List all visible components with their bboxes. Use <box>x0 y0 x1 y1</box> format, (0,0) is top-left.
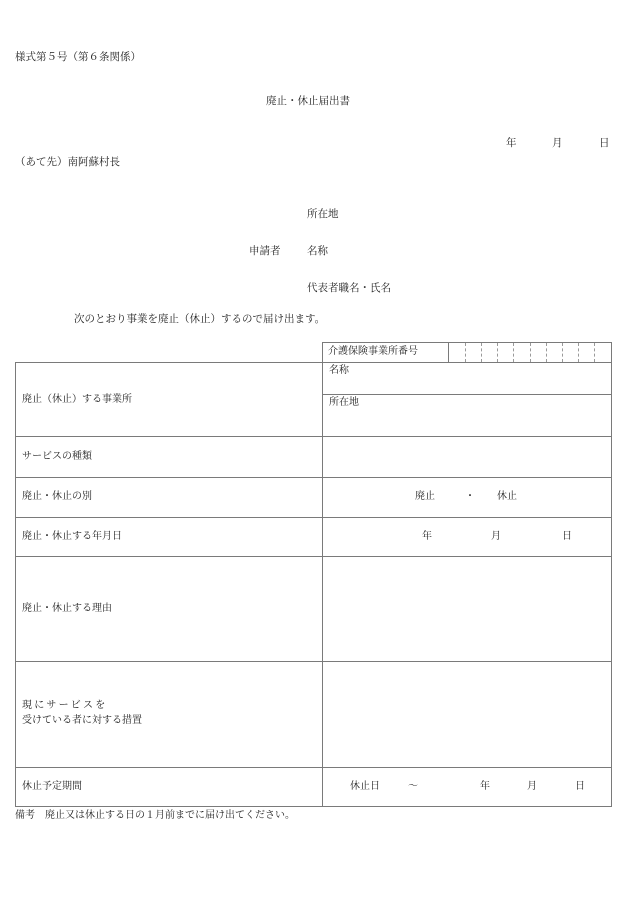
suspension-start-label: 休止日 <box>350 781 380 792</box>
office-number-label: 介護保険事業所番号 <box>328 346 418 357</box>
abolish-date-day: 日 <box>562 531 572 542</box>
date-year: 年 <box>506 137 517 149</box>
office-label: 廃止（休止）する事業所 <box>22 394 132 405</box>
applicant-label: 申請者 <box>249 245 281 257</box>
suspension-end-month: 月 <box>527 781 537 792</box>
option-abolish[interactable]: 廃止 <box>415 491 435 502</box>
form-number: 様式第５号（第６条関係） <box>15 51 141 63</box>
reason-field[interactable] <box>323 557 611 661</box>
applicant-address-label: 所在地 <box>307 208 339 220</box>
note: 備考 廃止又は休止する日の１月前までに届け出てください。 <box>15 810 295 821</box>
abolish-date-label: 廃止・休止する年月日 <box>22 531 122 542</box>
suspension-end-year: 年 <box>480 781 490 792</box>
tilde: ～ <box>408 781 418 792</box>
office-address-label: 所在地 <box>329 397 359 408</box>
document-title: 廃止・休止届出書 <box>266 95 350 107</box>
suspension-end-day: 日 <box>575 781 585 792</box>
abolish-date-month: 月 <box>491 531 501 542</box>
suspension-period-label: 休止予定期間 <box>22 781 82 792</box>
measures-label-line1: 現にサービスを <box>22 700 108 711</box>
applicant-name-label: 名称 <box>307 245 328 257</box>
statement: 次のとおり事業を廃止（休止）するので届け出ます。 <box>74 313 326 325</box>
option-separator: ・ <box>465 491 475 502</box>
option-suspend[interactable]: 休止 <box>497 491 517 502</box>
office-name-field[interactable] <box>323 363 611 394</box>
addressee: （あて先）南阿蘇村長 <box>15 156 120 168</box>
reason-label: 廃止・休止する理由 <box>22 603 112 614</box>
abolish-suspend-label: 廃止・休止の別 <box>22 491 92 502</box>
service-type-label: サービスの種類 <box>22 451 92 462</box>
service-type-field[interactable] <box>323 437 611 477</box>
date-day: 日 <box>599 137 610 149</box>
date-month: 月 <box>552 137 563 149</box>
measures-label-line2: 受けている者に対する措置 <box>22 715 142 726</box>
office-address-field[interactable] <box>323 395 611 436</box>
office-name-label: 名称 <box>329 365 349 376</box>
abolish-date-year: 年 <box>422 531 432 542</box>
applicant-representative-label: 代表者職名・氏名 <box>307 282 391 294</box>
measures-field[interactable] <box>323 662 611 767</box>
